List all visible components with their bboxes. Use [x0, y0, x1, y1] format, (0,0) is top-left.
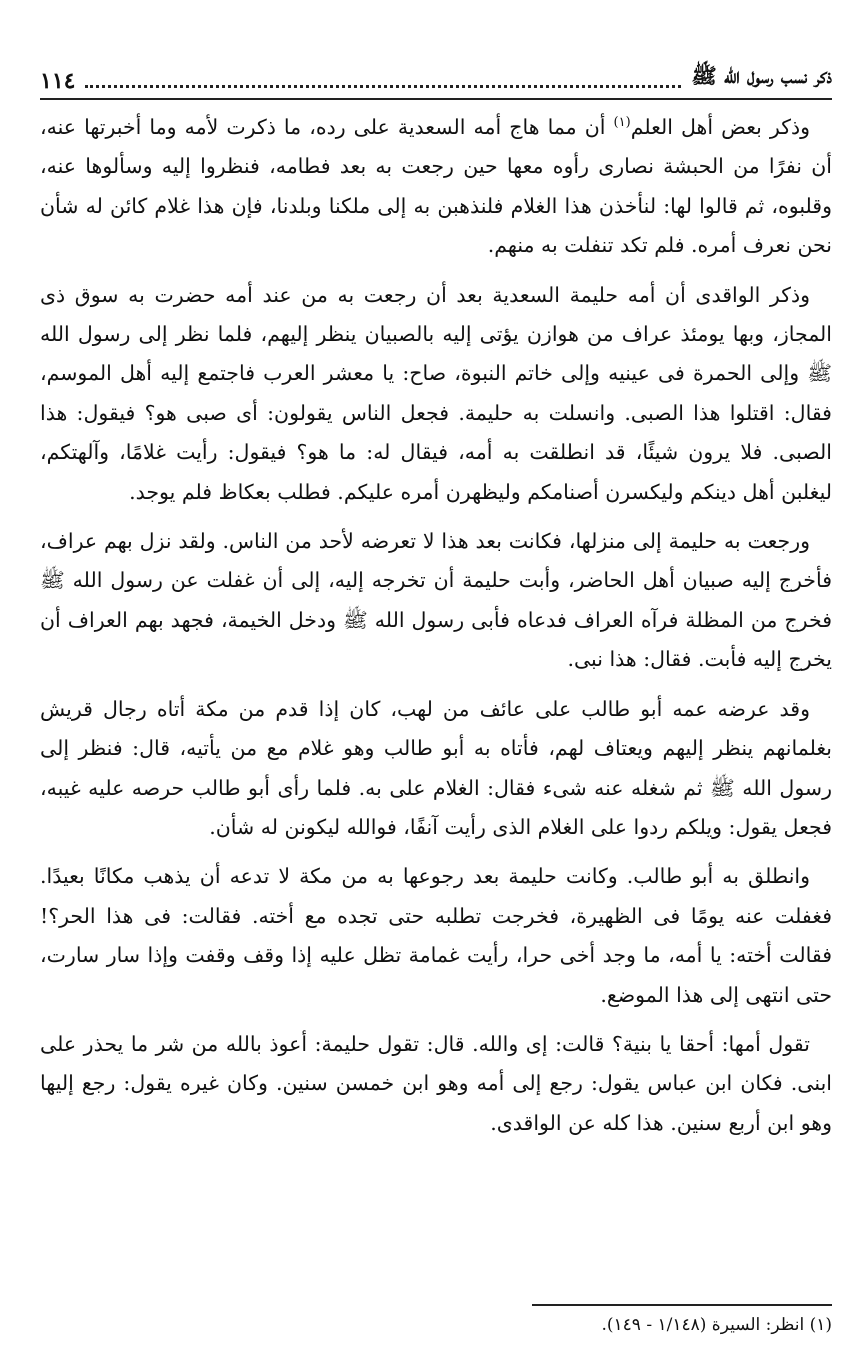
paragraph-1-lead: وذكر بعض أهل العلم [630, 115, 810, 139]
paragraph-4: وقد عرضه عمه أبو طالب على عائف من لهب، كان إذا قدم من مكة أتاه رجال قريش بغلمانهم ينظر إليهم ويعتاف لهم، فأتاه به أبو طالب وهو غلام مع من يأتيه، قال: فنظر إلى رسول الله ﷺ ثم شغله عنه شىء فقال: الغلام على به. فلما رأى أبو طالب حرصه عليه غيبه، فجعل يقول: ويلكم ردوا على الغلام الذى رأيت آنفًا، فوالله ليكونن له شأن. [40, 696, 832, 839]
running-title: ذكر نسب رسول الله ﷺ [691, 63, 832, 88]
main-text [40, 108, 832, 1143]
book-page [40, 52, 832, 1342]
footnote-divider [532, 1304, 832, 1306]
paragraph-2: وذكر الواقدى أن أمه حليمة السعدية بعد أن رجعت به من عند أمه حضرت به سوق ذى المجاز، وبها يومئذ عراف من هوازن يؤتى إليه بالصبيان ينظر إليهم، فلما نظر إلى رسول الله ﷺ وإلى الحمرة فى عينيه وإلى خاتم النبوة، صاح: يا معشر العرب فاجتمع إليه أهل الموسم، فقال: اقتلوا هذا الصبى. وانسلت به حليمة. فجعل الناس يقولون: أى صبى هو؟ فيقول: هذا الصبى. فلا يرون شيئًا، قد انطلقت به أمه، فيقال له: ما هو؟ فيقول: رأيت غلامًا، وآلهتكم، ليغلبن أهل دينكم وليكسرن أصنامكم وليظهرن أمره عليكم. فطلب بعكاظ فلم يوجد. [40, 282, 832, 504]
paragraph-3: ورجعت به حليمة إلى منزلها، فكانت بعد هذا لا تعرضه لأحد من الناس. ولقد نزل بهم عراف، فأخرج إليه صبيان أهل الحاضر، وأبت حليمة أن تخرجه إليه، إلى أن غفلت عن رسول الله ﷺ فخرج من المظلة فرآه العراف فدعاه فأبى رسول الله ﷺ ودخل الخيمة، فجهد بهم العراف أن يخرج إليه فأبت. فقال: هذا نبى. [40, 529, 832, 672]
header-dot-leader [85, 84, 681, 88]
page-number: ١١٤ [40, 68, 76, 94]
paragraph-5: وانطلق به أبو طالب. وكانت حليمة بعد رجوعها به من مكة لا تدعه أن يذهب مكانًا بعيدًا. فغفلت عنه يومًا فى الظهيرة، فخرجت تطلبه حتى تجده مع أخته. فقالت: فى هذا الحر؟! فقالت أخته: يا أمه، ما وجد أخى حرا، رأيت غمامة تظل عليه إذا وقف وقفت وإذا سار سارت، حتى انتهى إلى هذا الموضع. [40, 864, 832, 1007]
paragraph-6: تقول أمها: أحقا يا بنية؟ قالت: إى والله. قال: تقول حليمة: أعوذ بالله من شر ما يحذر على ابنى. فكان ابن عباس يقول: رجع إلى أمه وهو ابن خمسن سنين. وكان غيره يقول: رجع إليها وهو ابن أربع سنين. هذا كله عن الواقدى. [40, 1031, 832, 1135]
running-header [40, 52, 832, 100]
paragraph-1-rest: أن مما هاج أمه السعدية على رده، ما ذكرت لأمه وما أخبرتها عنه، أن نفرًا من الحبشة نصارى رأوه معها حين رجعت به بعد فطامه، فنظروا إليه وسألوها عنه، وقلبوه، ثم قالوا لها: لنأخذن هذا الغلام فلنذهبن به إلى ملكنا وبلدنا، فإن هذا غلام كائن له شأن نحن نعرف أمره. فلم تكد تنفلت به منهم. [40, 115, 832, 258]
paragraph-1 [40, 108, 832, 266]
footnote: (١) انظر: السيرة (١/١٤٨ - ١٤٩). [601, 1315, 832, 1335]
footnote-reference: (١) [613, 115, 631, 131]
